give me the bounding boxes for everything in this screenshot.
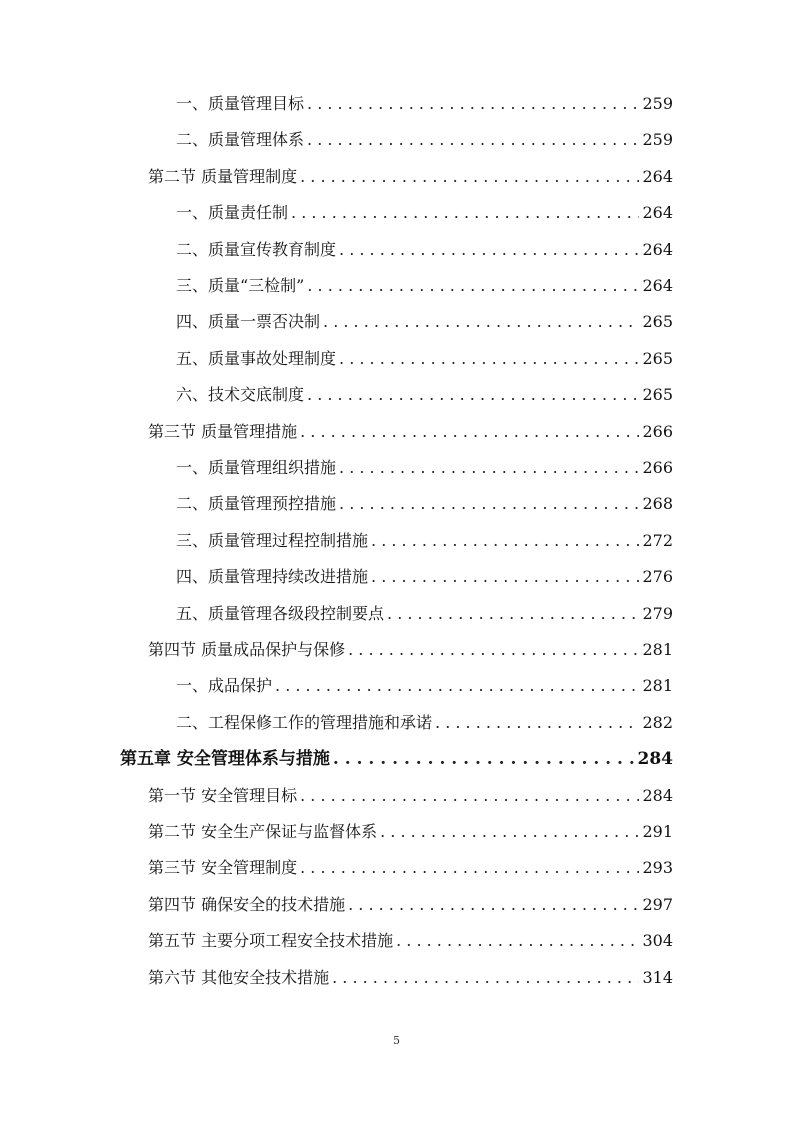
- toc-entry-item[interactable]: [176, 563, 673, 591]
- toc-entry-title: 二、质量宣传教育制度: [176, 239, 337, 259]
- dot-leader: [348, 891, 639, 919]
- toc-entry-title: 二、工程保修工作的管理措施和承诺: [176, 712, 433, 732]
- toc-entry-page-number: 281: [642, 676, 673, 696]
- toc-entry-page-number: 314: [642, 967, 673, 987]
- toc-entry-page-number: 284: [642, 785, 673, 805]
- toc-entry-section[interactable]: [148, 927, 673, 955]
- toc-entry-page-number: 284: [637, 749, 673, 770]
- toc-entry-item[interactable]: [176, 345, 673, 373]
- dot-leader: [300, 854, 639, 882]
- dot-leader: [380, 818, 639, 846]
- dot-leader: [333, 745, 635, 773]
- dot-leader: [371, 563, 639, 591]
- toc-entry-page-number: 265: [642, 348, 673, 368]
- toc-entry-section[interactable]: [148, 818, 673, 846]
- toc-entry-item[interactable]: [176, 308, 673, 336]
- toc-entry-page-number: 264: [642, 276, 673, 295]
- toc-entry-title: 四、质量管理持续改进措施: [176, 567, 369, 587]
- toc-entry-title: 二、质量管理体系: [176, 130, 305, 150]
- toc-entry-title: 一、质量责任制: [176, 203, 289, 223]
- dot-leader: [435, 709, 639, 737]
- toc-entry-title: 一、成品保护: [176, 676, 273, 696]
- toc-entry-page-number: 291: [642, 822, 673, 841]
- dot-leader: [307, 272, 639, 300]
- dot-leader: [332, 964, 639, 992]
- toc-entry-section[interactable]: [148, 854, 673, 882]
- dot-leader: [291, 199, 639, 227]
- toc-entry-title: 第五章 安全管理体系与措施: [120, 749, 330, 770]
- dot-leader: [339, 345, 639, 373]
- dot-leader: [339, 236, 639, 264]
- toc-entry-section[interactable]: [148, 891, 673, 919]
- toc-entry-item[interactable]: [176, 236, 673, 264]
- toc-entry-page-number: 272: [642, 530, 673, 550]
- dot-leader: [323, 308, 639, 336]
- toc-entry-title: 六、技术交底制度: [176, 385, 305, 405]
- dot-leader: [396, 927, 639, 955]
- toc-entry-title: 五、质量事故处理制度: [176, 348, 337, 368]
- toc-entry-title: 三、质量“三检制”: [176, 276, 305, 295]
- toc-entry-title: 第四节 质量成品保护与保修: [148, 640, 346, 659]
- dot-leader: [348, 636, 639, 664]
- toc-entry-item[interactable]: [176, 272, 673, 300]
- toc-entry-page-number: 266: [642, 421, 673, 441]
- toc-entry-title: 第五节 主要分项工程安全技术措施: [148, 931, 394, 951]
- toc-entry-page-number: 259: [642, 94, 673, 113]
- toc-entry-page-number: 265: [642, 385, 673, 405]
- toc-entry-item[interactable]: [176, 527, 673, 555]
- toc-entry-page-number: 281: [642, 640, 673, 659]
- toc-entry-page-number: 266: [642, 458, 673, 477]
- dot-leader: [339, 454, 639, 482]
- toc-entry-title: 第三节 质量管理措施: [148, 421, 298, 441]
- toc-entry-page-number: 259: [642, 130, 673, 150]
- dot-leader: [307, 126, 639, 154]
- toc-entry-chapter[interactable]: [120, 745, 673, 773]
- dot-leader: [300, 418, 639, 446]
- dot-leader: [307, 381, 639, 409]
- toc-entry-page-number: 264: [642, 239, 673, 259]
- toc-entry-page-number: 293: [642, 858, 673, 878]
- toc-entry-title: 第二节 质量管理制度: [148, 166, 298, 186]
- toc-entry-page-number: 265: [642, 312, 673, 332]
- toc-entry-section[interactable]: [148, 782, 673, 810]
- toc-entry-section[interactable]: [148, 636, 673, 664]
- dot-leader: [300, 163, 639, 191]
- dot-leader: [307, 90, 639, 118]
- toc-entry-title: 三、质量管理过程控制措施: [176, 530, 369, 550]
- toc-entry-title: 一、质量管理组织措施: [176, 458, 337, 477]
- toc-entry-page-number: 264: [642, 166, 673, 186]
- dot-leader: [371, 527, 639, 555]
- toc-entry-item[interactable]: [176, 709, 673, 737]
- toc-entry-section[interactable]: [148, 964, 673, 992]
- toc-entry-page-number: 264: [642, 203, 673, 223]
- toc-entry-title: 第三节 安全管理制度: [148, 858, 298, 878]
- toc-entry-item[interactable]: [176, 490, 673, 518]
- toc-entry-page-number: 268: [642, 494, 673, 514]
- toc-entry-title: 五、质量管理各级段控制要点: [176, 603, 385, 623]
- toc-entry-item[interactable]: [176, 381, 673, 409]
- toc-entry-page-number: 282: [642, 712, 673, 732]
- toc-entry-page-number: 304: [642, 931, 673, 951]
- toc-entry-title: 四、质量一票否决制: [176, 312, 321, 332]
- page-number: 5: [393, 1034, 400, 1047]
- toc-entry-item[interactable]: [176, 90, 673, 118]
- toc-entry-title: 一、质量管理目标: [176, 94, 305, 113]
- toc-entry-section[interactable]: [148, 163, 673, 191]
- toc-entry-item[interactable]: [176, 199, 673, 227]
- toc-entry-page-number: 276: [642, 567, 673, 587]
- toc-entry-page-number: 279: [642, 603, 673, 623]
- toc-entry-item[interactable]: [176, 454, 673, 482]
- toc-entry-item[interactable]: [176, 672, 673, 700]
- toc-entry-title: 二、质量管理预控措施: [176, 494, 337, 514]
- toc-entry-title: 第二节 安全生产保证与监督体系: [148, 822, 378, 841]
- dot-leader: [275, 672, 639, 700]
- toc-entry-title: 第四节 确保安全的技术措施: [148, 894, 346, 914]
- toc-entry-item[interactable]: [176, 126, 673, 154]
- dot-leader: [387, 600, 639, 628]
- toc-entry-title: 第六节 其他安全技术措施: [148, 967, 330, 987]
- toc-entry-item[interactable]: [176, 600, 673, 628]
- toc-entry-page-number: 297: [642, 894, 673, 914]
- dot-leader: [339, 490, 639, 518]
- toc-entry-section[interactable]: [148, 418, 673, 446]
- dot-leader: [300, 782, 639, 810]
- toc-entry-title: 第一节 安全管理目标: [148, 785, 298, 805]
